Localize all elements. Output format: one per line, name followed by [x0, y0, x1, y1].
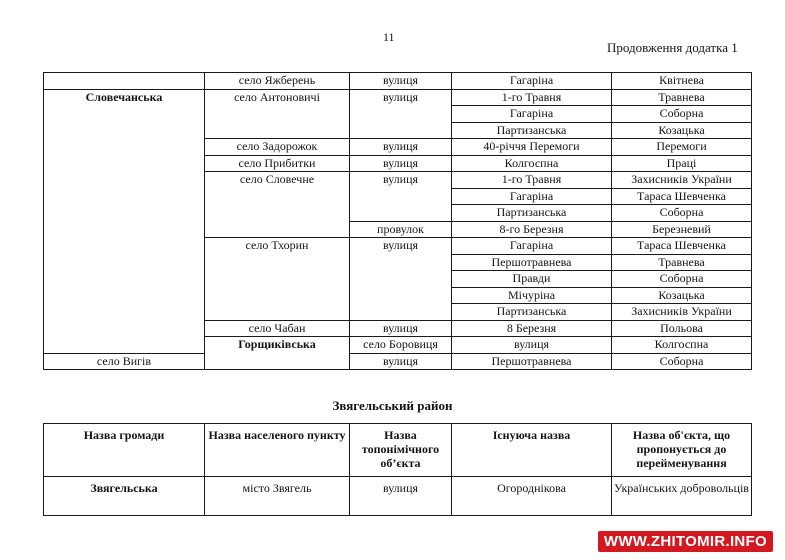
existing-name-cell: Гагаріна	[452, 73, 612, 90]
settlement-cell: село Задорожок	[205, 139, 350, 156]
object-type-cell: вулиця	[452, 337, 612, 354]
existing-name-cell: Гагаріна	[452, 188, 612, 205]
existing-name-cell: Огороднікова	[452, 477, 612, 516]
proposed-name-cell: Тараса Шевченка	[612, 238, 752, 255]
existing-name-cell: 8 Березня	[452, 320, 612, 337]
table-header-row	[44, 424, 752, 477]
settlement-cell: село Боровиця	[350, 337, 452, 354]
renaming-table	[43, 72, 752, 370]
object-type-cell: вулиця	[350, 172, 452, 222]
object-type-cell: вулиця	[350, 73, 452, 90]
proposed-name-cell: Березневий	[612, 221, 752, 238]
continuation-note: Продовження додатка 1	[607, 40, 738, 55]
existing-name-cell: Мічуріна	[452, 287, 612, 304]
existing-name-cell: 40-річчя Перемоги	[452, 139, 612, 156]
existing-name-cell: Партизанська	[452, 304, 612, 321]
proposed-name-cell: Соборна	[612, 205, 752, 222]
proposed-name-cell: Польова	[612, 320, 752, 337]
proposed-name-cell: Соборна	[612, 271, 752, 288]
column-header: Назва об'єкта, що пропонується до перейменування	[612, 424, 752, 477]
proposed-name-cell: Праці	[612, 155, 752, 172]
settlement-cell: село Прибитки	[205, 155, 350, 172]
settlement-cell: село Вигів	[44, 353, 205, 370]
existing-name-cell: 1-го Травня	[452, 172, 612, 189]
proposed-name-cell: Захисників України	[612, 172, 752, 189]
object-type-cell: вулиця	[350, 139, 452, 156]
zvyagel-renaming-table	[43, 423, 752, 516]
proposed-name-cell: Соборна	[612, 353, 752, 370]
proposed-name-cell: Соборна	[612, 106, 752, 123]
table-row	[44, 477, 752, 516]
proposed-name-cell: Травнева	[612, 254, 752, 271]
existing-name-cell: 8-го Березня	[452, 221, 612, 238]
existing-name-cell: 1-го Травня	[452, 89, 612, 106]
settlement-cell: село Яжберень	[205, 73, 350, 90]
existing-name-cell: Партизанська	[452, 122, 612, 139]
table-row	[44, 353, 752, 370]
community-cell: Звягельська	[44, 477, 205, 516]
community-cell	[44, 73, 205, 90]
existing-name-cell: Колгоспна	[452, 155, 612, 172]
object-type-cell: вулиця	[350, 155, 452, 172]
existing-name-cell: Правди	[452, 271, 612, 288]
watermark-logo: WWW.ZHITOMIR.INFO	[598, 531, 773, 552]
column-header: Назва громади	[44, 424, 205, 477]
proposed-name-cell: Захисників України	[612, 304, 752, 321]
proposed-name-cell: Перемоги	[612, 139, 752, 156]
existing-name-cell: Першотравнева	[452, 353, 612, 370]
column-header: Назва населеного пункту	[205, 424, 350, 477]
settlement-cell: село Словечне	[205, 172, 350, 238]
district-title: Звягельський район	[332, 398, 453, 413]
existing-name-cell: Партизанська	[452, 205, 612, 222]
object-type-cell: вулиця	[350, 353, 452, 370]
existing-name-cell: Гагаріна	[452, 238, 612, 255]
object-type-cell: вулиця	[350, 89, 452, 139]
object-type-cell: провулок	[350, 221, 452, 238]
existing-name-cell: Гагаріна	[452, 106, 612, 123]
settlement-cell: село Антоновичі	[205, 89, 350, 139]
page-number: 11	[383, 30, 395, 44]
settlement-cell: місто Звягель	[205, 477, 350, 516]
column-header: Існуюча назва	[452, 424, 612, 477]
table-row	[44, 73, 752, 90]
object-type-cell: вулиця	[350, 320, 452, 337]
proposed-name-cell: Козацька	[612, 122, 752, 139]
existing-name-cell: Першотравнева	[452, 254, 612, 271]
proposed-name-cell: Українських добровольців	[612, 477, 752, 516]
proposed-name-cell: Козацька	[612, 287, 752, 304]
object-type-cell: вулиця	[350, 477, 452, 516]
settlement-cell: село Чабан	[205, 320, 350, 337]
proposed-name-cell: Квітнева	[612, 73, 752, 90]
table-row	[44, 89, 752, 106]
existing-name-cell: Колгоспна	[612, 337, 752, 354]
proposed-name-cell: Тараса Шевченка	[612, 188, 752, 205]
object-type-cell: вулиця	[350, 238, 452, 321]
settlement-cell: село Тхорин	[205, 238, 350, 321]
community-cell: Словечанська	[44, 89, 205, 353]
column-header: Назва топонімічного об’єкта	[350, 424, 452, 477]
community-cell: Горщиківська	[205, 337, 350, 370]
proposed-name-cell: Травнева	[612, 89, 752, 106]
